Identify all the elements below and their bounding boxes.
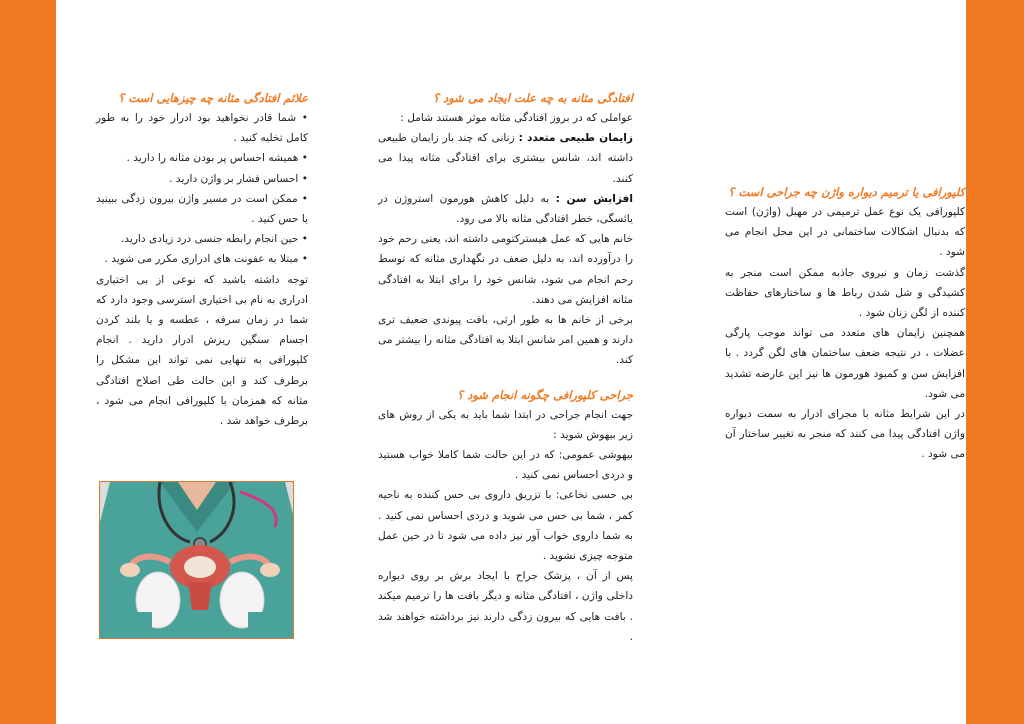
bullet-item: • ممکن است در مسیر واژن بیرون زدگی ببینید یا حس کنید . <box>96 192 308 226</box>
paragraph: پس از آن ، پزشک جراح با ایجاد برش بر روی دیواره داخلی واژن ، افتادگی مثانه و دیگر بافت ها را ترمیم میکند . بافت هایی که بیرون زدگی دارند نیز برداشته خواهند شد . <box>378 570 633 643</box>
doctor-holding-uterus-model-icon <box>100 482 294 639</box>
paragraph: گذشت زمان و نیروی جاذبه ممکن است منجر به کشیدگی و شل شدن رباط ها و ساختارهای حفاظت کننده از لگن زنان شود . <box>725 266 965 320</box>
bullet-item: • احساس فشار بر واژن دارید . <box>169 172 308 185</box>
heading-symptoms: علائم افتادگی مثانه چه چیزهایی است ؟ <box>118 91 308 105</box>
paragraph: برخی از خانم ها به طور ارثی، بافت پیوندی ضعیف تری دارند و همین امر شانس ابتلا به افتادگی مثانه را بیشتر می کند. <box>378 314 633 367</box>
paragraph: همچنین زایمان های متعدد می تواند موجب پارگی عضلات ، در نتیجه ضعف ساختمان های لگن گردد . با افزایش سن و کمبود هورمون ها نیز این عارضه تشدید می شود. <box>725 327 965 400</box>
right-column <box>725 182 965 465</box>
bullet-item: • همیشه احساس پر بودن مثانه را دارید . <box>126 152 308 165</box>
paragraph: خانم هایی که عمل هیسترکتومی داشته اند، یعنی رحم خود را درآورده اند، به دلیل ضعف در نگهداری مثانه که توسط رحم انجام می شود، شانس خود را برای ابتلا به افتادگی مثانه افزایش می دهند. <box>378 233 633 306</box>
bullet-item: • شما قادر نخواهید بود ادرار خود را به طور کامل تخلیه کنید . <box>96 112 308 145</box>
bold-term: افزایش سن : <box>555 192 633 205</box>
left-orange-band <box>0 0 56 724</box>
paragraph <box>378 128 633 189</box>
heading-causes: افتادگی مثانه به چه علت ایجاد می شود ؟ <box>433 91 633 105</box>
bold-term: زایمان طبیعی متعدد : <box>518 132 633 145</box>
middle-column <box>378 88 633 647</box>
left-column <box>96 88 308 431</box>
doctor-uterus-model-photo <box>99 481 294 639</box>
paragraph: بی حسی نخاعی: با تزریق داروی بی حس کننده به ناحیه کمر ، شما بی حس می شوید و دردی احساس نمی کنید . به شما داروی خواب آور نیز داده می شود تا در حین عمل متوجه چیزی نشوید . <box>378 489 633 563</box>
term-text: به دلیل کاهش هورمون استروژن در یائسگی، خطر افتادگی مثانه بالا می رود. <box>378 192 633 226</box>
paragraph: کلپورافی یک نوع عمل ترمیمی در مهبل (واژن) است که بدنبال اشکالات ساختمانی در این محل انجام می شود . <box>725 206 965 259</box>
term-text: زنانی که چند بار زایمان طبیعی داشته اند، شانس بیشتری برای افتادگی مثانه پیدا می کنند. <box>378 132 633 185</box>
paragraph: توجه داشته باشید که نوعی از بی اختیاری ادراری به نام بی اختیاری استرسی وجود دارد که شما در زمان سرفه ، عطسه و یا بلند کردن اجسام سنگین ریزش ادرار دارید . انجام کلپورافی به تنهایی نمی تواند این مشکل را برطرف کند و این حالت طی اصلاح افتادگی مثانه که همزمان با کلپورافی انجام می شود ، برطرف خواهد شد . <box>96 273 308 428</box>
bullet-item: • حین انجام رابطه جنسی درد زیادی دارید. <box>120 233 308 246</box>
paragraph <box>378 189 633 229</box>
paragraph: بیهوشی عمومی: که در این حالت شما کاملا خواب هستید و دردی احساس نمی کنید . <box>378 449 633 482</box>
heading-colporrhaphy: کلپورافی یا ترمیم دیواره واژن چه جراحی است ؟ <box>728 185 965 199</box>
heading-surgery: جراحی کلپورافی چگونه انجام شود ؟ <box>457 387 633 402</box>
paragraph: در این شرایط مثانه با مجرای ادرار به سمت دیواره واژن افتادگی پیدا می کنند که منجر به تغییر ساختار آن می شود . <box>725 408 965 461</box>
right-orange-band <box>966 0 1024 724</box>
paragraph: جهت انجام جراحی در ابتدا شما باید به یکی از روش های زیر بیهوش شوید : <box>378 408 633 441</box>
bullet-item: • مبتلا به عفونت های ادراری مکرر می شوید . <box>104 253 308 266</box>
paragraph: عواملی که در بروز افتادگی مثانه موثر هستند شامل : <box>400 112 633 124</box>
